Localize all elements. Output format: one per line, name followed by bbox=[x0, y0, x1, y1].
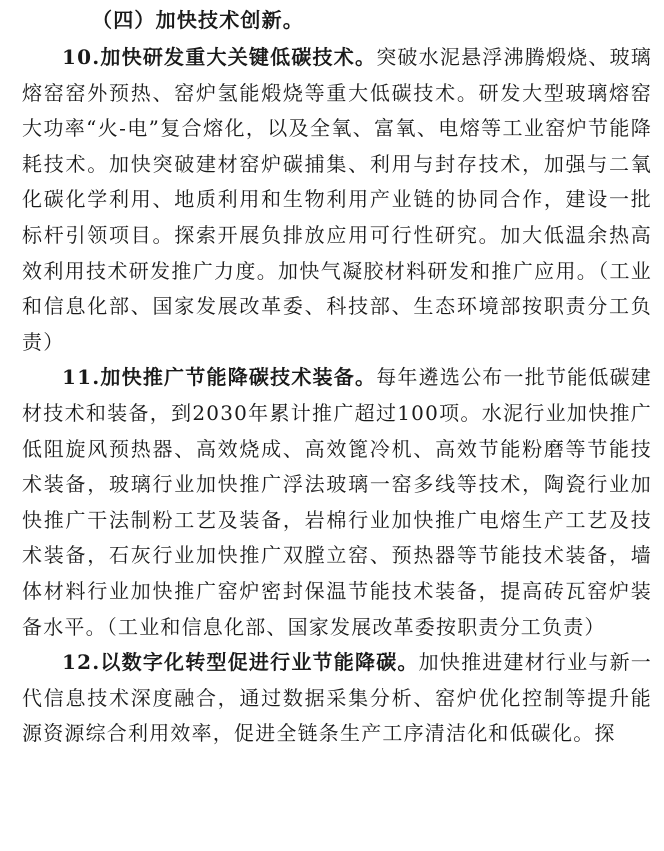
section-heading: （四）加快技术创新。 bbox=[92, 8, 304, 32]
paragraph-12-body: 加快推进建材行业与新一代信息技术深度融合，通过数据采集分析、窑炉优化控制等提升能源资源综合利用效率，促进全链条生产工序清洁化和低碳化。探 bbox=[22, 650, 652, 746]
paragraph-11 bbox=[22, 360, 652, 645]
paragraph-10-body: 突破水泥悬浮沸腾煅烧、玻璃熔窑窑外预热、窑炉氢能煅烧等重大低碳技术。研发大型玻璃熔窑大功率“火-电”复合熔化，以及全氧、富氧、电熔等工业窑炉节能降耗技术。加快突破建材窑炉碳捕集、利用与封存技术，加强与二氧化碳化学利用、地质利用和生物利用产业链的协同合作，建设一批标杆引领项目。探索开展负排放应用可行性研究。加大低温余热高效利用技术研发推广力度。加快气凝胶材料研发和推广应用。（工业和信息化部、国家发展改革委、科技部、生态环境部按职责分工负责） bbox=[22, 45, 652, 354]
paragraph-10-lead: 10.加快研发重大关键低碳技术。 bbox=[62, 45, 377, 69]
paragraph-11-lead: 11.加快推广节能降碳技术装备。 bbox=[62, 365, 377, 390]
paragraph-12-lead: 12.以数字化转型促进行业节能降碳。 bbox=[62, 650, 419, 675]
paragraph-12 bbox=[22, 645, 652, 752]
paragraph-11-body: 每年遴选公布一批节能低碳建材技术和装备，到2030年累计推广超过100项。水泥行业加快推广低阻旋风预热器、高效烧成、高效篦冷机、高效节能粉磨等节能技术装备，玻璃行业加快推广浮法玻璃一窑多线等技术，陶瓷行业加快推广干法制粉工艺及装备，岩棉行业加快推广电熔生产工艺及技术装备，石灰行业加快推广双膛立窑、预热器等节能技术装备，墙体材料行业加快推广窑炉密封保温节能技术装备，提高砖瓦窑炉装备水平。（工业和信息化部、国家发展改革委按职责分工负责） bbox=[22, 365, 652, 639]
paragraph-10 bbox=[22, 40, 652, 360]
